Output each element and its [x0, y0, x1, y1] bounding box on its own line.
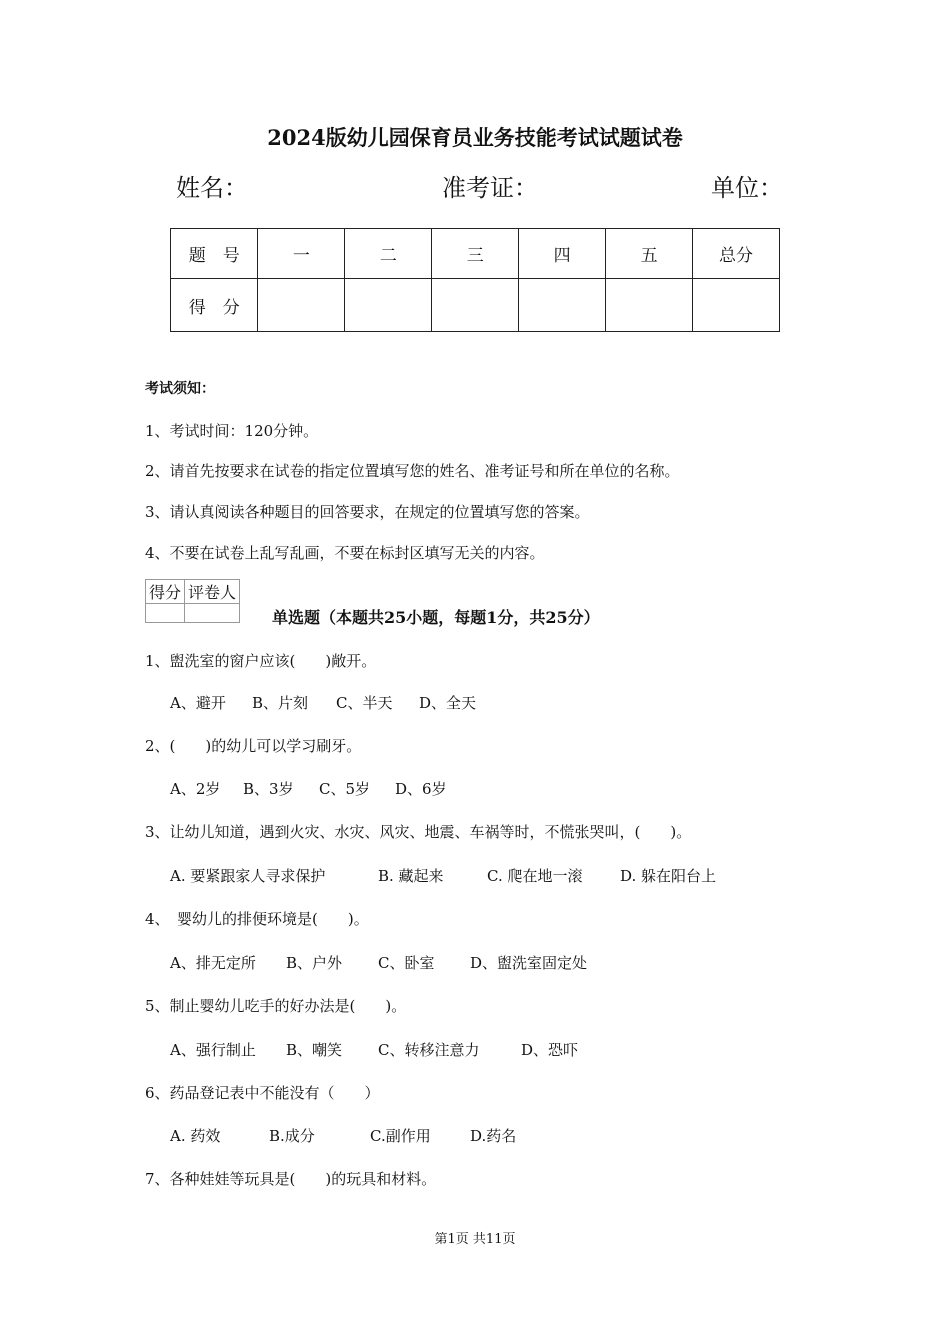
- notice-item: 3、请认真阅读各种题目的回答要求，在规定的位置填写您的答案。: [145, 503, 590, 521]
- notice-title: 考试须知：: [145, 381, 215, 397]
- score-cell[interactable]: [345, 279, 432, 332]
- option-c[interactable]: C、卧室: [378, 954, 435, 972]
- question-text: 4、 婴幼儿的排便环境是( )。: [145, 910, 369, 928]
- score-table-header-cell: 总分: [693, 229, 780, 279]
- notice-item: 4、不要在试卷上乱写乱画，不要在标封区填写无关的内容。: [145, 544, 545, 562]
- option-d[interactable]: D. 躲在阳台上: [620, 867, 717, 885]
- score-cell[interactable]: [693, 279, 780, 332]
- option-b[interactable]: B、户外: [286, 954, 343, 972]
- option-c[interactable]: C、半天: [336, 694, 393, 712]
- option-c[interactable]: C、5岁: [319, 780, 371, 798]
- option-b[interactable]: B. 藏起来: [378, 867, 444, 885]
- grader-score-label: 得分: [146, 580, 185, 604]
- score-table-header-row: [171, 229, 780, 279]
- question-text: 5、制止婴幼儿吃手的好办法是( )。: [145, 997, 407, 1015]
- page-title: 2024版幼儿园保育员业务技能考试试题试卷: [267, 125, 683, 150]
- score-cell[interactable]: [258, 279, 345, 332]
- option-d[interactable]: D.药名: [470, 1127, 517, 1145]
- option-a[interactable]: A. 药效: [170, 1127, 221, 1145]
- option-b[interactable]: B.成分: [269, 1127, 315, 1145]
- candidate-info-row: [0, 168, 950, 202]
- option-b[interactable]: B、片刻: [252, 694, 309, 712]
- score-table-header-cell: 四: [519, 229, 606, 279]
- exam-id-label: 准考证：: [442, 174, 538, 202]
- score-cell[interactable]: [432, 279, 519, 332]
- score-table-header-cell: 五: [606, 229, 693, 279]
- score-cell[interactable]: [606, 279, 693, 332]
- question-text: 1、盥洗室的窗户应该( )敞开。: [145, 652, 377, 670]
- option-a[interactable]: A、排无定所: [170, 954, 256, 972]
- option-c[interactable]: C.副作用: [370, 1127, 431, 1145]
- name-label: 姓名：: [176, 174, 248, 202]
- grader-box: [145, 579, 240, 623]
- score-table-header-cell: 题 号: [171, 229, 258, 279]
- option-a[interactable]: A、强行制止: [170, 1041, 256, 1059]
- grader-score-cell[interactable]: [146, 604, 185, 623]
- score-table-header-cell: 三: [432, 229, 519, 279]
- grader-name-label: 评卷人: [185, 580, 240, 604]
- question-text: 6、药品登记表中不能没有（ ）: [145, 1084, 380, 1102]
- grader-name-cell[interactable]: [185, 604, 240, 623]
- option-a[interactable]: A. 要紧跟家人寻求保护: [170, 867, 326, 885]
- option-d[interactable]: D、全天: [419, 694, 477, 712]
- unit-label: 单位：: [711, 174, 783, 202]
- option-c[interactable]: C、转移注意力: [378, 1041, 480, 1059]
- option-b[interactable]: B、3岁: [243, 780, 294, 798]
- score-table: [170, 228, 780, 332]
- option-c[interactable]: C. 爬在地一滚: [487, 867, 583, 885]
- section-title: 单选题（本题共25小题，每题1分，共25分）: [272, 608, 600, 627]
- score-table-header-cell: 一: [258, 229, 345, 279]
- question-text: 7、各种娃娃等玩具是( )的玩具和材料。: [145, 1170, 437, 1188]
- question-text: 2、( )的幼儿可以学习刷牙。: [145, 737, 362, 755]
- page-footer: 第1页 共11页: [434, 1232, 516, 1247]
- notice-item: 1、考试时间：120分钟。: [145, 422, 319, 440]
- option-a[interactable]: A、避开: [170, 694, 226, 712]
- score-table-score-row: [171, 279, 780, 332]
- question-text: 3、让幼儿知道，遇到火灾、水灾、风灾、地震、车祸等时，不慌张哭叫，( )。: [145, 823, 692, 841]
- option-d[interactable]: D、6岁: [395, 780, 447, 798]
- score-table-header-cell: 二: [345, 229, 432, 279]
- notice-item: 2、请首先按要求在试卷的指定位置填写您的姓名、准考证号和所在单位的名称。: [145, 462, 680, 480]
- score-cell[interactable]: [519, 279, 606, 332]
- score-row-label: 得 分: [171, 279, 258, 332]
- option-a[interactable]: A、2岁: [170, 780, 221, 798]
- option-d[interactable]: D、恐吓: [521, 1041, 579, 1059]
- option-d[interactable]: D、盥洗室固定处: [470, 954, 588, 972]
- option-b[interactable]: B、嘲笑: [286, 1041, 343, 1059]
